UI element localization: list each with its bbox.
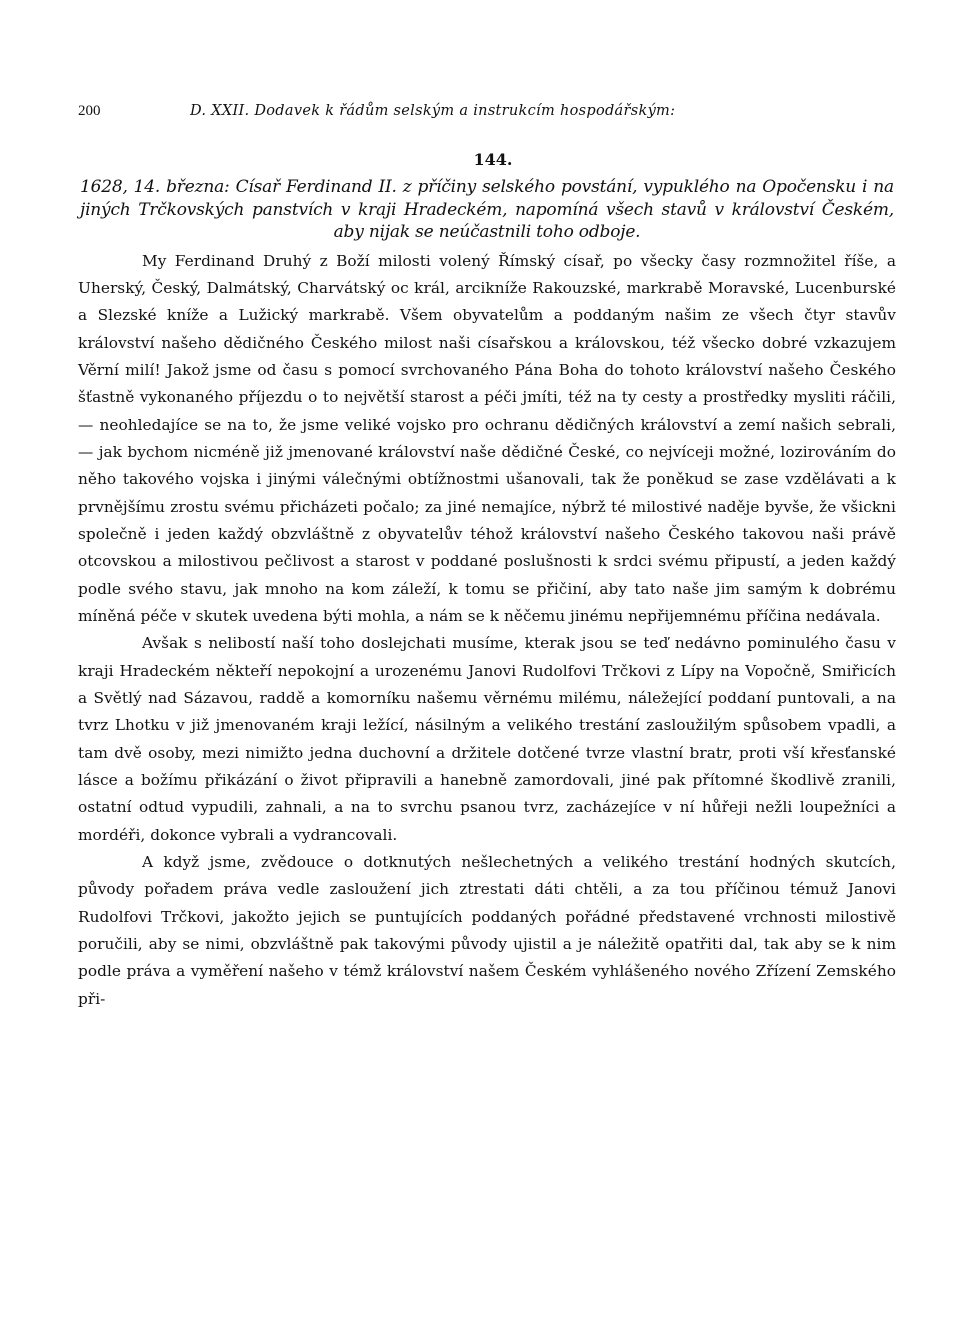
paragraph-1: My Ferdinand Druhý z Boží milosti volený Římský císař, po všecky časy rozmnožitel říše, a Uherský, Český, Dalmátský, Charvátský oc král, arcikníže Rakouzské, markrabě Moravské, Lucenburské a Slezské kníže a Lužický markrabě. Všem obyvatelům a poddaným našim ze všech čtyr stavův království našeho dědičného Českého milost naši císařskou a královskou, též všecko dobré vzkazujem Věrní milí! Jakož jsme od času s pomocí svrchovaného Pána Boha do tohoto království našeho Českého šťastně vykonaného příjezdu o to největší starost a péči jmíti, též na ty cesty a prostředky mysliti ráčili, — neohledajíce se na to, že jsme veliké vojsko pro ochranu dědičných království a zemí našich sebrali, — jak bychom nicméně již jmenované království naše dědičné České, co nejvíceji možné, lozirováním do něho takového vojska i jinými válečnými obtížnostmi ušanovali, tak že poněkud se zase vzdělávati a k prvnějšímu zrostu svému přicházeti počalo; za jiné nemajíce, nýbrž té milostivé naděje byvše, že všickni společně i jeden každý obzvláštně z obyvatelův téhož království našeho Českého takovou naši právě otcovskou a milostivou pečlivost a starost v poddané poslušnosti k srdci svému připustí, a jeden každý podle svého stavu, jak mnoho na kom záleží, k tomu se přičiní, aby tato naše jim samým k dobrému míněná péče v skutek uvedena býti mohla, a nám se k něčemu jinému nepřijemnému příčina nedávala. [78, 251, 896, 625]
document-summary: 1628, 14. března: Císař Ferdinand II. z příčiny selského povstání, vypuklého na Opočensku i na jiných Trčkovských panstvích v kraji Hradeckém, napomíná všech stavů v království Českém, aby nijak se neúčastnili toho odboje. [80, 177, 894, 242]
paragraph-2: Avšak s nelibostí naší toho doslejchati musíme, kterak jsou se teď nedávno pominulého času v kraji Hradeckém někteří nepokojní a urozenému Janovi Rudolfovi Trčkovi z Lípy na Vopočně, Smiřicích a Světlý nad Sázavou, raddě a komorníku našemu věrnému milému, náležející poddaní puntovali, a na tvrz Lhotku v již jmenovaném kraji ležící, násilným a velikého trestání zasloužilým spůsobem vpadli, a tam dvě osoby, mezi nimižto jedna duchovní a držitele dotčené tvrze vlastní bratr, proti vší křesťanské lásce a božímu přikázání o život připravili a hanebně zamordovali, jiné pak přítomné škodlivě zranili, ostatní odtud vypudili, zahnali, a na to svrchu psanou tvrz, zacházejíce v ní hůřeji nežli loupežníci a mordéři, dokonce vybrali a vydrancovali. [78, 634, 896, 844]
paragraph-3: A když jsme, zvědouce o dotknutých nešlechetných a velikého trestání hodných skutcích, původy pořadem práva vedle zasloužení jich ztrestati dáti chtěli, a za tou příčinou témuž Janovi Rudolfovi Trčkovi, jakožto jejich se puntujících poddaných pořádné představené vrchnosti milostivě poručili, aby se nimi, obzvláštně pak takovými původy ujistil a je náležitě opatřiti dal, tak aby se k nim podle práva a vyměření našeho v témž království našem Českém vyhlášeného nového Zřízení Zemského při- [78, 853, 896, 1008]
page-number: 200 [78, 103, 101, 119]
running-title: D. XXII. Dodavek k řádům selským a instrukcím hospodářským: [190, 103, 676, 119]
body-text [78, 248, 896, 1014]
document-number: 144. [473, 150, 513, 169]
page [78, 96, 896, 1013]
running-head [78, 96, 896, 124]
